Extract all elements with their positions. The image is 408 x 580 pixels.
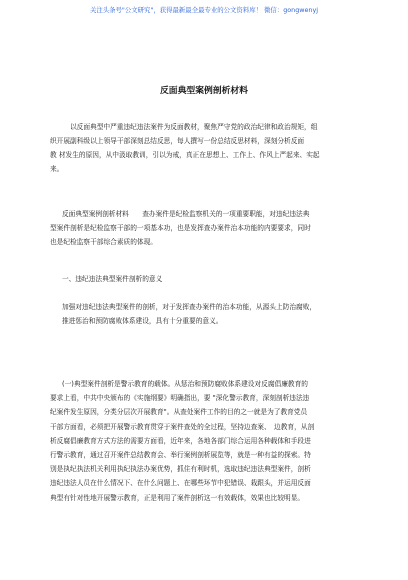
paragraph-line: 织开展副科级以上领导干部深刻总结反思，每人撰写一份总结反思材料，深刻分析反面: [50, 137, 305, 145]
paragraph-intro: [50, 120, 356, 176]
paragraph-line: 典型有针对性地开展警示教育，正是利用了案件剖析这一有效载体，效果也比较明显。: [50, 493, 305, 502]
paragraph-line: 行警示教育，通过召开案件总结教育会、举行案例剖析展览等，就是一种有益的探索。特: [50, 451, 311, 460]
paragraph-line: 以反面典型中严重违纪违法案件为反面教材，聚焦严守党的政治纪律和政治规矩，组: [70, 123, 318, 131]
paragraph-line: 推进惩治和预防腐败体系建设，具有十分重要的意义。: [62, 317, 223, 325]
paragraph-line: 别是执纪执法机关利用执纪执法办案优势，抓住有利时机，选取违纪违法典型案件，剖析: [50, 465, 311, 474]
paragraph-line: 违纪违法人员在什么情况下、在什么问题上、在哪些环节中犯错误、栽跟头，并运用反面: [50, 479, 311, 488]
paragraph-line: 纪案件发生原因，分类分层次开展教育"。从查处案件工作的目的之一就是为了教育党员: [50, 408, 308, 417]
paragraph-line: 反面典型案例剖析材料 查办案件是纪检监察机关的一项重要职能，对违纪违法典: [62, 210, 310, 218]
paragraph-line: 型案件剖析是纪检监察干部的一项基本功，也是发挥查办案件治本功能的内要要求，同时: [50, 224, 311, 232]
paragraph-line: 干部方面看，必须把开展警示教育贯穿于案件查处的全过程，坚持边查案、 边教育，从剖: [50, 422, 315, 431]
paragraph-line: 教 材发生的原因，从中汲取教训，引以为戒，真正在思想上、工作上、作风上严起来、实起: [50, 151, 320, 159]
top-banner: 关注头条号"公文研究"，获得最新最全最专业的公文资料库！ 微信：gongwenyj: [89, 6, 319, 14]
paragraph-line: (一)典型案件剖析是警示教育的载体。从惩治和预防腐败体系建设对反腐倡廉教育的: [62, 380, 308, 388]
paragraph-warning-education: [50, 377, 356, 505]
paragraph-significance: [50, 300, 356, 328]
paragraph-line: 要求上看，中共中央颁布的《实施纲要》明确指出，要 "深化警示教育，深刻剖析违法违: [50, 394, 310, 403]
paragraph-case-analysis: [50, 207, 356, 249]
paragraph-line: 加强对违纪违法典型案件的剖析，对于发挥查办案件的治本功能，从源头上防治腐败，: [62, 303, 317, 311]
paragraph-line: 析反腐倡廉教育方式方法的需要方面看，近年来，各地各部门综合运用各种载体和手段进: [50, 436, 311, 445]
section-heading-1: 一、违纪违法典型案件剖析的意义: [62, 275, 163, 283]
paragraph-line: 也是纪检监察干部综合素质的体现。: [50, 238, 157, 246]
paragraph-line: 来。: [50, 165, 64, 173]
document-title: 反面典型案例剖析材料: [160, 86, 248, 96]
